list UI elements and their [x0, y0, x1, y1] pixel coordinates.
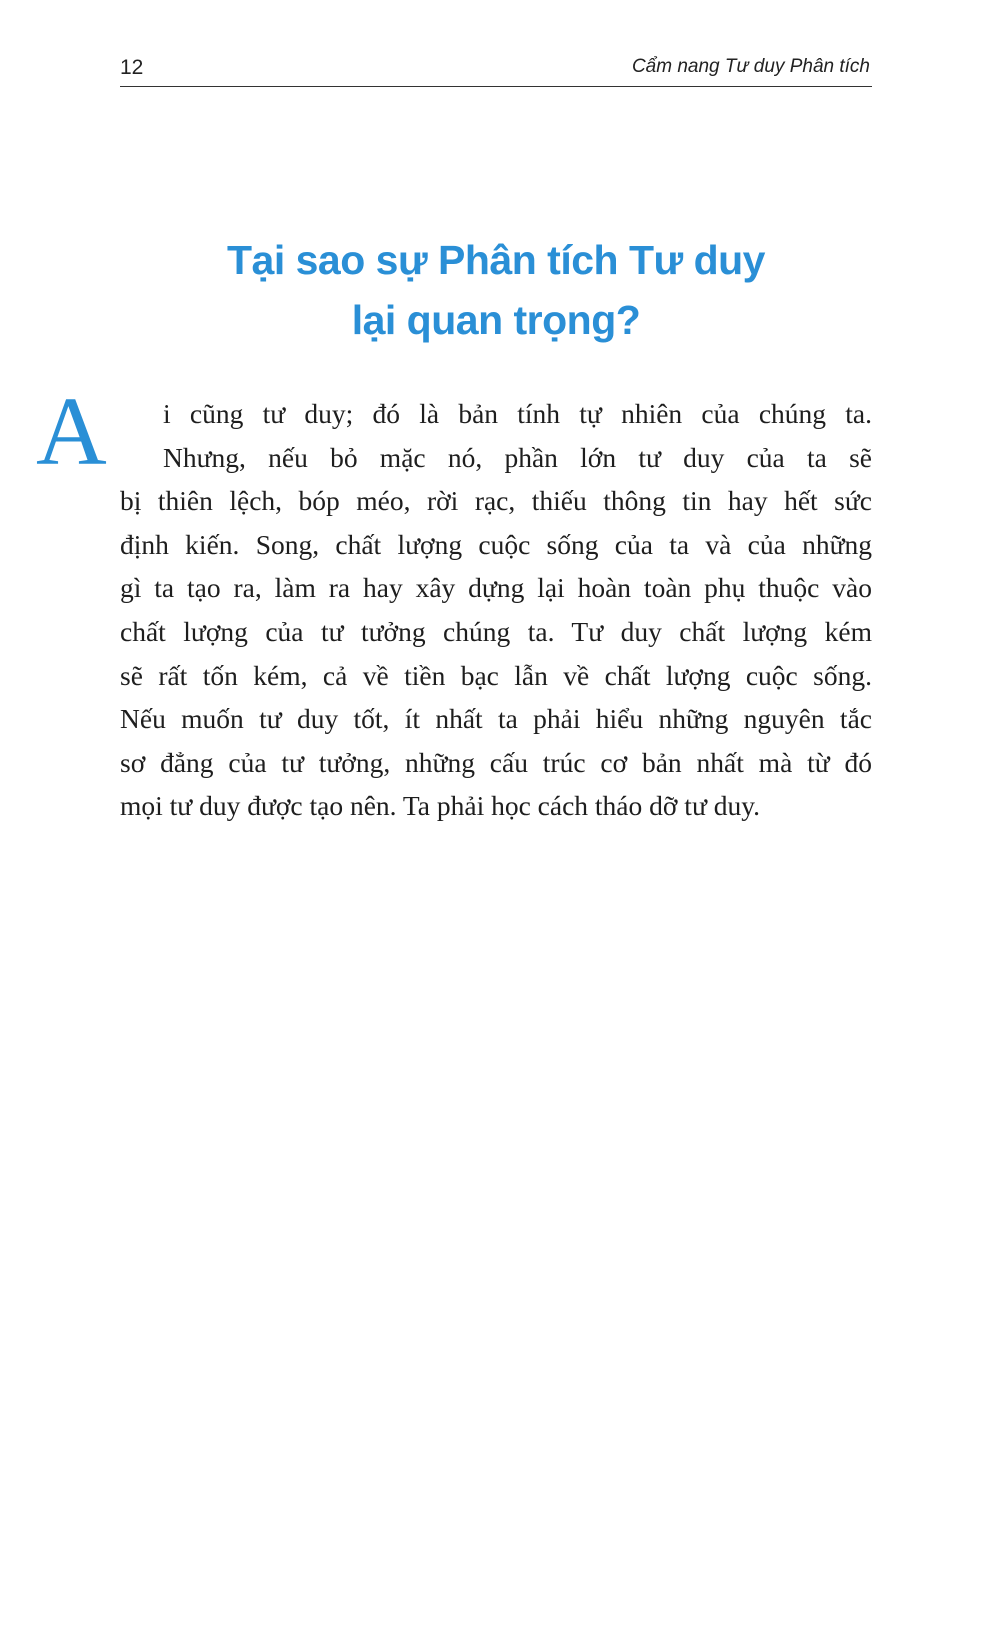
body-line: i cũng tư duy; đó là bản tính tự nhiên của chúng ta.: [163, 398, 872, 429]
body-line: bị thiên lệch, bóp méo, rời rạc, thiếu thông tin hay hết sức: [120, 485, 872, 517]
running-header: [120, 56, 872, 87]
body-line: chất lượng của tư tưởng chúng ta. Tư duy chất lượng kém: [120, 615, 872, 647]
body-paragraph: [120, 392, 872, 828]
section-heading: [120, 230, 872, 350]
book-title: Cẩm nang Tư duy Phân tích: [631, 56, 870, 77]
page-number: 12: [120, 56, 144, 79]
section-heading-line-2: lại quan trọng?: [351, 297, 641, 343]
drop-cap: A: [36, 378, 107, 486]
body-line: sẽ rất tốn kém, cả về tiền bạc lẫn về chất lượng cuộc sống.: [120, 659, 872, 691]
body-line: mọi tư duy được tạo nên. Ta phải học cách tháo dỡ tư duy.: [120, 790, 761, 822]
body-line: Nếu muốn tư duy tốt, ít nhất ta phải hiểu những nguyên tắc: [120, 703, 872, 735]
body-line: gì ta tạo ra, làm ra hay xây dựng lại hoàn toàn phụ thuộc vào: [120, 572, 872, 604]
body-line: định kiến. Song, chất lượng cuộc sống của ta và của những: [120, 528, 872, 560]
body-line: Nhưng, nếu bỏ mặc nó, phần lớn tư duy của ta sẽ: [163, 441, 872, 473]
body-line: sơ đẳng của tư tưởng, những cấu trúc cơ bản nhất mà từ đó: [120, 746, 872, 778]
section-heading-line-1: Tại sao sự Phân tích Tư duy: [227, 237, 765, 283]
